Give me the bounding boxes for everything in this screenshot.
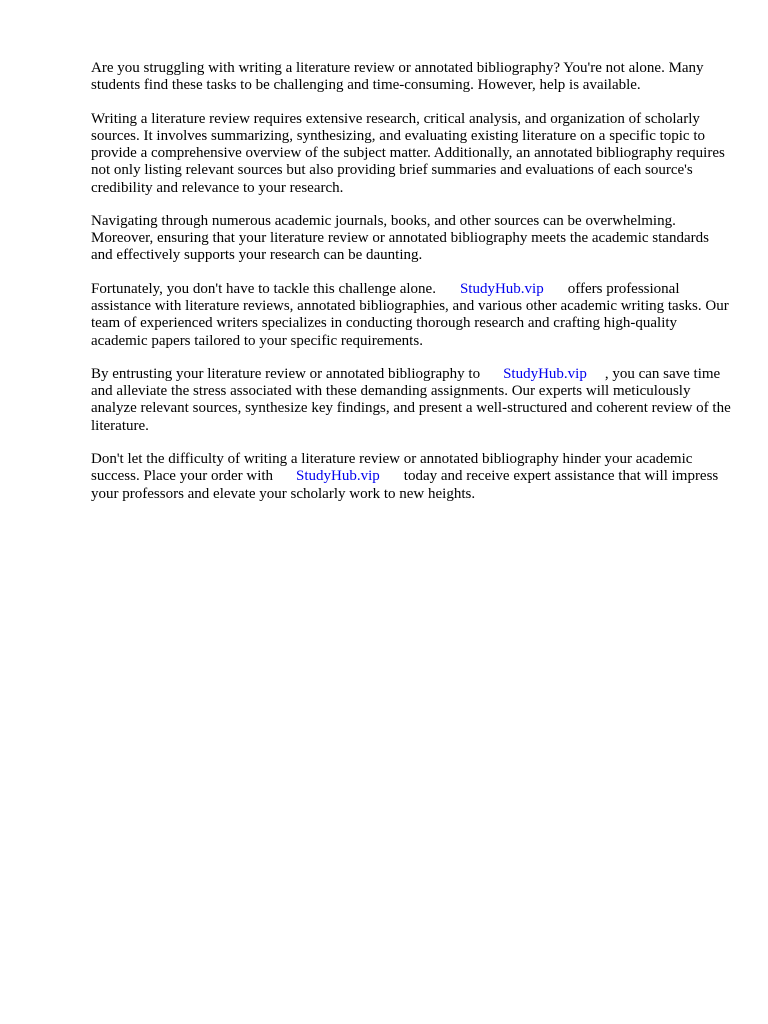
paragraph-place-order bbox=[91, 451, 731, 503]
paragraph-text-after-link: , you can save time and alleviate the stress associated with these demanding assignments. Our experts will meticulously analyze relevant sources, synthesize key findings, and present a well-structured and coherent review of the literature. bbox=[91, 366, 731, 434]
paragraph-text-after-link: today and receive expert assistance that will impress your professors and elevate your scholarly work to new heights. bbox=[91, 468, 719, 502]
studyhub-link[interactable]: StudyHub.vip bbox=[503, 366, 587, 383]
paragraph-text-before-link: By entrusting your literature review or annotated bibliography to bbox=[91, 366, 481, 383]
paragraph-text-after-link: offers professional assistance with literature reviews, annotated bibliographies, and various other academic writing tasks. Our team of experienced writers specializes in conducting thorough research and crafting high-quality academic papers tailored to your specific requirements. bbox=[91, 280, 729, 349]
document-body bbox=[91, 60, 731, 519]
studyhub-link[interactable]: StudyHub.vip bbox=[296, 468, 380, 485]
paragraph-text-before-link: Fortunately, you don't have to tackle this challenge alone. bbox=[91, 280, 436, 297]
paragraph-entrusting bbox=[91, 366, 731, 435]
paragraph-fortunately bbox=[91, 281, 731, 350]
paragraph-text-before-link: Don't let the difficulty of writing a literature review or annotated bibliography hinder your academic success. Place your order with bbox=[91, 451, 693, 485]
paragraph-intro: Are you struggling with writing a literature review or annotated bibliography? You're not alone. Many students find these tasks to be challenging and time-consuming. However, help is available. bbox=[91, 60, 704, 94]
paragraph-navigating-sources: Navigating through numerous academic journals, books, and other sources can be overwhelming. Moreover, ensuring that your literature review or annotated bibliography meets the academic standards and effectively supports your research can be daunting. bbox=[91, 213, 709, 264]
studyhub-link[interactable]: StudyHub.vip bbox=[459, 280, 544, 297]
paragraph-literature-review: Writing a literature review requires extensive research, critical analysis, and organization of scholarly sources. It involves summarizing, synthesizing, and evaluating existing literature on a specific topic to provide a comprehensive overview of the subject matter. Additionally, an annotated bibliography requires not only listing relevant sources but also providing brief summaries and evaluations of each source's credibility and relevance to your research. bbox=[91, 110, 725, 196]
